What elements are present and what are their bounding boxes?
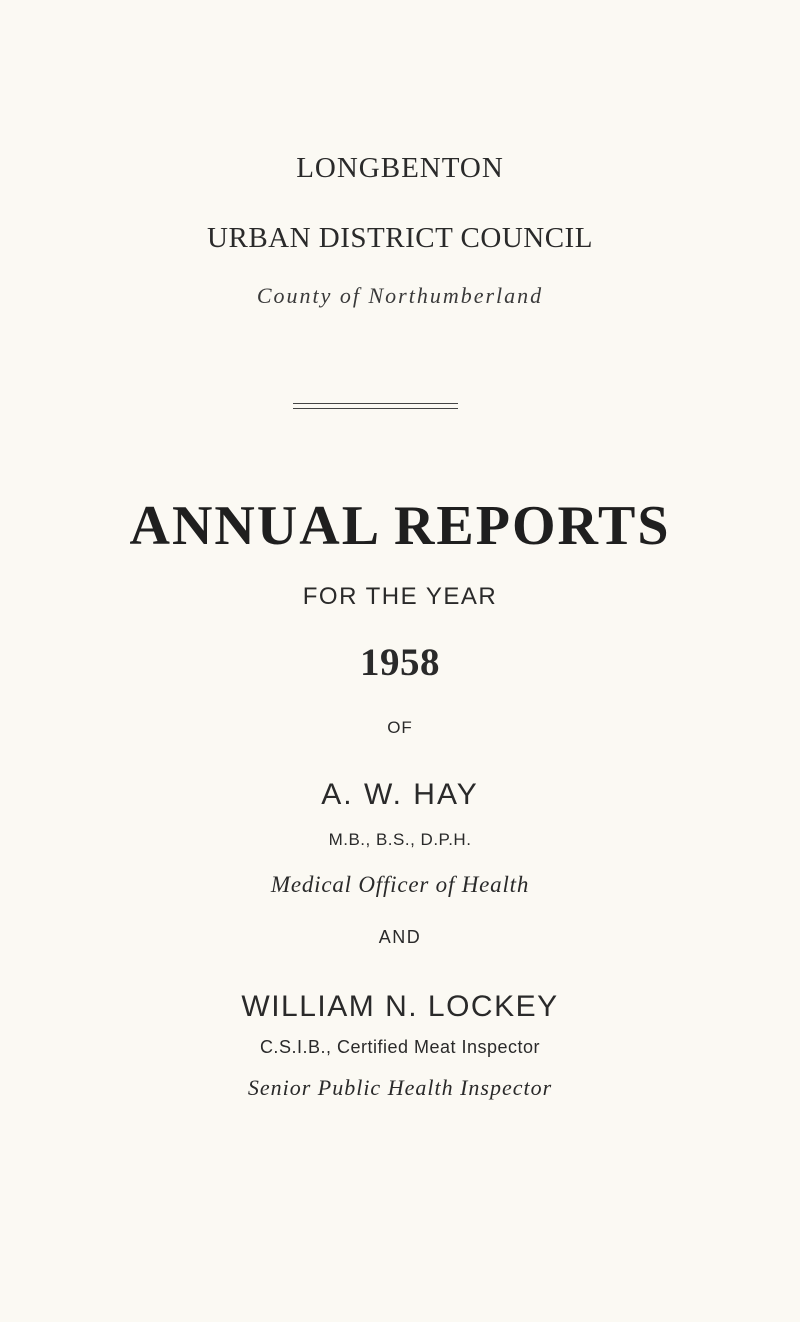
council-name: URBAN DISTRICT COUNCIL [207,222,593,254]
author-2-name: WILLIAM N. LOCKEY [241,990,559,1023]
county-name: County of Northumberland [256,283,544,308]
divider-rule-top [293,403,458,404]
author-1-name: A. W. HAY [321,778,479,811]
author-2-qualifications: C.S.I.B., Certified Meat Inspector [259,1037,541,1057]
divider-rule-bottom [293,408,458,409]
author-1-qualifications: M.B., B.S., D.P.H. [328,830,472,849]
for-the-year-label: FOR THE YEAR [302,583,498,610]
place-name: LONGBENTON [296,152,504,184]
report-year: 1958 [360,641,440,684]
page-title: ANNUAL REPORTS [129,495,671,557]
and-label: AND [378,927,422,947]
author-2-role: Senior Public Health Inspector [247,1075,553,1100]
author-1-role: Medical Officer of Health [270,872,530,897]
of-label: OF [387,718,413,737]
